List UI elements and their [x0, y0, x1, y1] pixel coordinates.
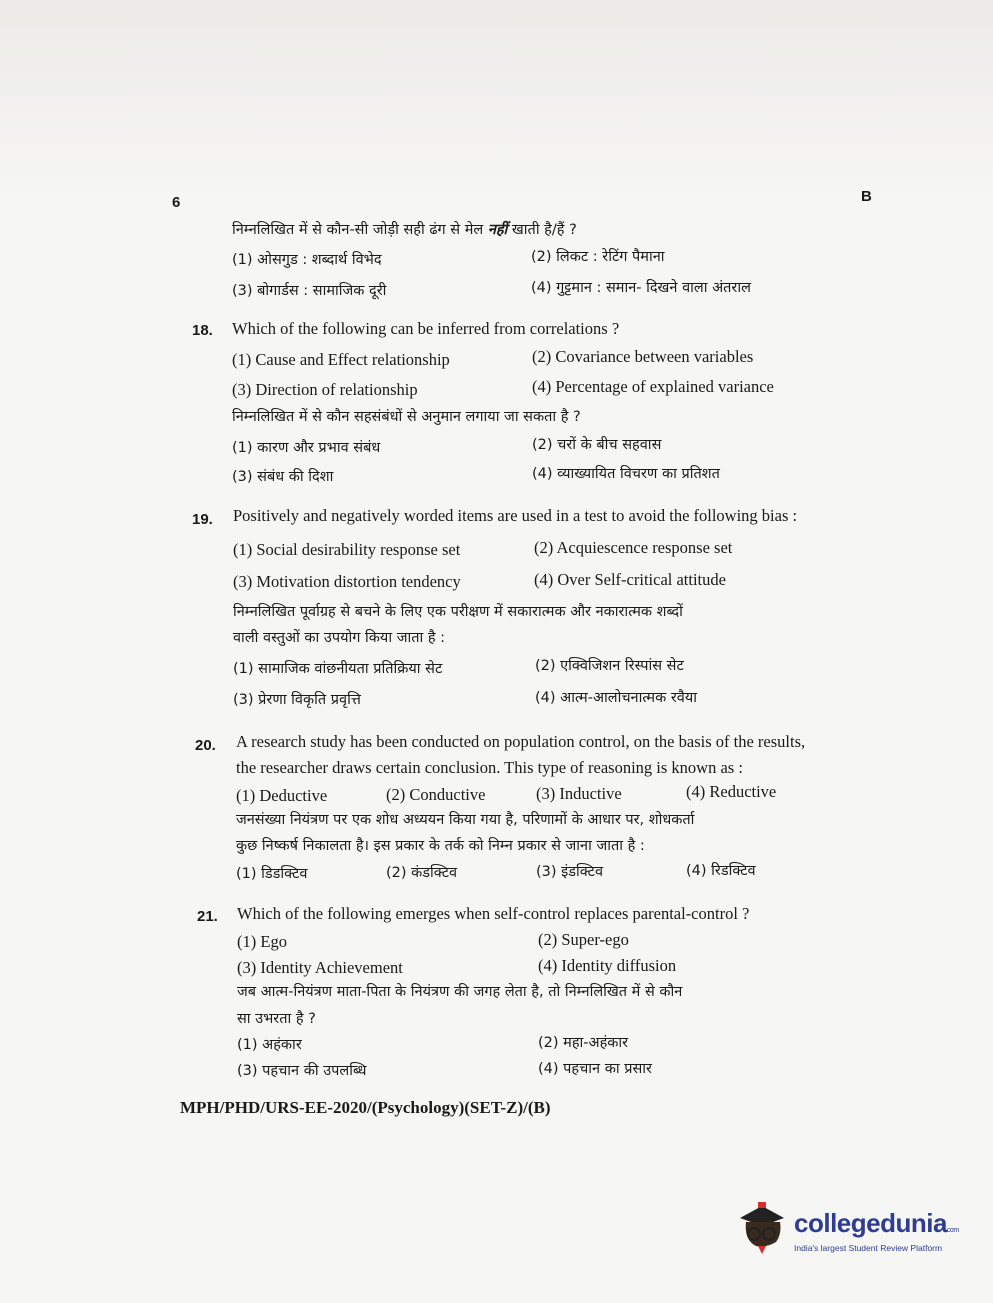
- q19-option-4-hi[interactable]: (4) आत्म-आलोचनात्मक रवैया: [535, 690, 698, 706]
- q18-option-3-hi[interactable]: (3) संबंध की दिशा: [232, 469, 334, 485]
- q20-question-en-2: the researcher draws certain conclusion. This type of reasoning is known as :: [236, 758, 743, 777]
- q19-option-2-hi[interactable]: (2) एक्विजिशन रिस्पांस सेट: [535, 658, 684, 674]
- q20-option-2-en[interactable]: (2) Conductive: [386, 785, 486, 804]
- q20-option-3-hi[interactable]: (3) इंडक्टिव: [536, 864, 604, 880]
- q18-option-1-hi[interactable]: (1) कारण और प्रभाव संबंध: [232, 440, 381, 456]
- q21-option-1-hi[interactable]: (1) अहंकार: [237, 1037, 302, 1053]
- q19-option-1-hi[interactable]: (1) सामाजिक वांछनीयता प्रतिक्रिया सेट: [233, 661, 443, 677]
- q18-option-1-en[interactable]: (1) Cause and Effect relationship: [232, 350, 450, 369]
- q21-question-hi-1: जब आत्म-नियंत्रण माता-पिता के नियंत्रण की जगह लेता है, तो निम्नलिखित में से कौन: [237, 984, 683, 1000]
- q21-option-4-en[interactable]: (4) Identity diffusion: [538, 956, 677, 975]
- q21-option-2-hi[interactable]: (2) महा-अहंकार: [538, 1035, 629, 1051]
- q21-number: 21.: [197, 908, 218, 925]
- q19-option-4-en[interactable]: (4) Over Self-critical attitude: [534, 570, 726, 589]
- q17-option-2[interactable]: (2) लिकट : रेटिंग पैमाना: [531, 249, 665, 265]
- q21-option-2-en[interactable]: (2) Super-ego: [538, 930, 629, 949]
- q20-option-1-en[interactable]: (1) Deductive: [236, 786, 328, 805]
- q21-option-4-hi[interactable]: (4) पहचान का प्रसार: [538, 1061, 652, 1077]
- q19-question-hi-2: वाली वस्तुओं का उपयोग किया जाता है :: [233, 630, 446, 646]
- mascot-icon: [736, 1196, 792, 1256]
- q17-option-4[interactable]: (4) गुट्टमान : समान- दिखने वाला अंतराल: [531, 280, 751, 296]
- q17-option-3[interactable]: (3) बोगार्डस : सामाजिक दूरी: [232, 283, 387, 299]
- q18-question-hi: निम्नलिखित में से कौन सहसंबंधों से अनुमान लगाया जा सकता है ?: [232, 409, 581, 425]
- q19-option-2-en[interactable]: (2) Acquiescence response set: [534, 538, 733, 557]
- q18-option-3-en[interactable]: (3) Direction of relationship: [232, 380, 418, 399]
- q19-option-1-en[interactable]: (1) Social desirability response set: [233, 540, 461, 559]
- q17-question-hi: निम्नलिखित में से कौन-सी जोड़ी सही ढंग से मेल नहीं खाती है/हैं ?: [232, 222, 577, 238]
- q20-number: 20.: [195, 737, 216, 754]
- q20-option-4-hi[interactable]: (4) रिडक्टिव: [686, 863, 756, 879]
- collegedunia-logo: [736, 1196, 966, 1266]
- q18-option-4-en[interactable]: (4) Percentage of explained variance: [532, 377, 774, 396]
- paper-code-footer: MPH/PHD/URS-EE-2020/(Psychology)(SET-Z)/(B): [180, 1098, 551, 1117]
- q18-question-en: Which of the following can be inferred from correlations ?: [232, 319, 620, 338]
- q20-option-4-en[interactable]: (4) Reductive: [686, 782, 777, 801]
- q18-option-2-en[interactable]: (2) Covariance between variables: [532, 347, 754, 366]
- q20-option-3-en[interactable]: (3) Inductive: [536, 784, 622, 803]
- q19-number: 19.: [192, 511, 213, 528]
- q18-option-4-hi[interactable]: (4) व्याख्यायित विचरण का प्रतिशत: [532, 466, 720, 482]
- q19-option-3-hi[interactable]: (3) प्रेरणा विकृति प्रवृत्ति: [233, 692, 361, 708]
- q18-option-2-hi[interactable]: (2) चरों के बीच सहवास: [532, 437, 662, 453]
- q20-question-hi-1: जनसंख्या नियंत्रण पर एक शोध अध्ययन किया गया है, परिणामों के आधार पर, शोधकर्ता: [236, 812, 695, 828]
- q20-option-1-hi[interactable]: (1) डिडक्टिव: [236, 866, 308, 882]
- q19-question-en: Positively and negatively worded items are used in a test to avoid the following bias :: [233, 506, 798, 525]
- q21-option-3-en[interactable]: (3) Identity Achievement: [237, 958, 403, 977]
- q21-option-3-hi[interactable]: (3) पहचान की उपलब्धि: [237, 1063, 367, 1079]
- page-number: 6: [172, 194, 181, 211]
- q20-option-2-hi[interactable]: (2) कंडक्टिव: [386, 865, 458, 881]
- q20-question-hi-2: कुछ निष्कर्ष निकालता है। इस प्रकार के तर्क को निम्न प्रकार से जाना जाता है :: [236, 838, 645, 854]
- q17-option-1[interactable]: (1) ओसगुड : शब्दार्थ विभेद: [232, 252, 382, 268]
- scan-shading: [0, 0, 993, 200]
- q21-option-1-en[interactable]: (1) Ego: [237, 932, 287, 951]
- q18-number: 18.: [192, 322, 213, 339]
- q21-question-en: Which of the following emerges when self-control replaces parental-control ?: [237, 904, 750, 923]
- q19-question-hi-1: निम्नलिखित पूर्वाग्रह से बचने के लिए एक परीक्षण में सकारात्मक और नकारात्मक शब्दों: [233, 604, 683, 620]
- q19-option-3-en[interactable]: (3) Motivation distortion tendency: [233, 572, 461, 591]
- q20-question-en-1: A research study has been conducted on population control, on the basis of the results,: [236, 732, 806, 751]
- logo-brand: collegedunia: [794, 1208, 947, 1238]
- logo-brand-suffix: com: [946, 1227, 959, 1234]
- set-code: B: [861, 188, 872, 205]
- q21-question-hi-2: सा उभरता है ?: [237, 1011, 316, 1027]
- logo-tagline: India's largest Student Review Platform: [794, 1243, 943, 1253]
